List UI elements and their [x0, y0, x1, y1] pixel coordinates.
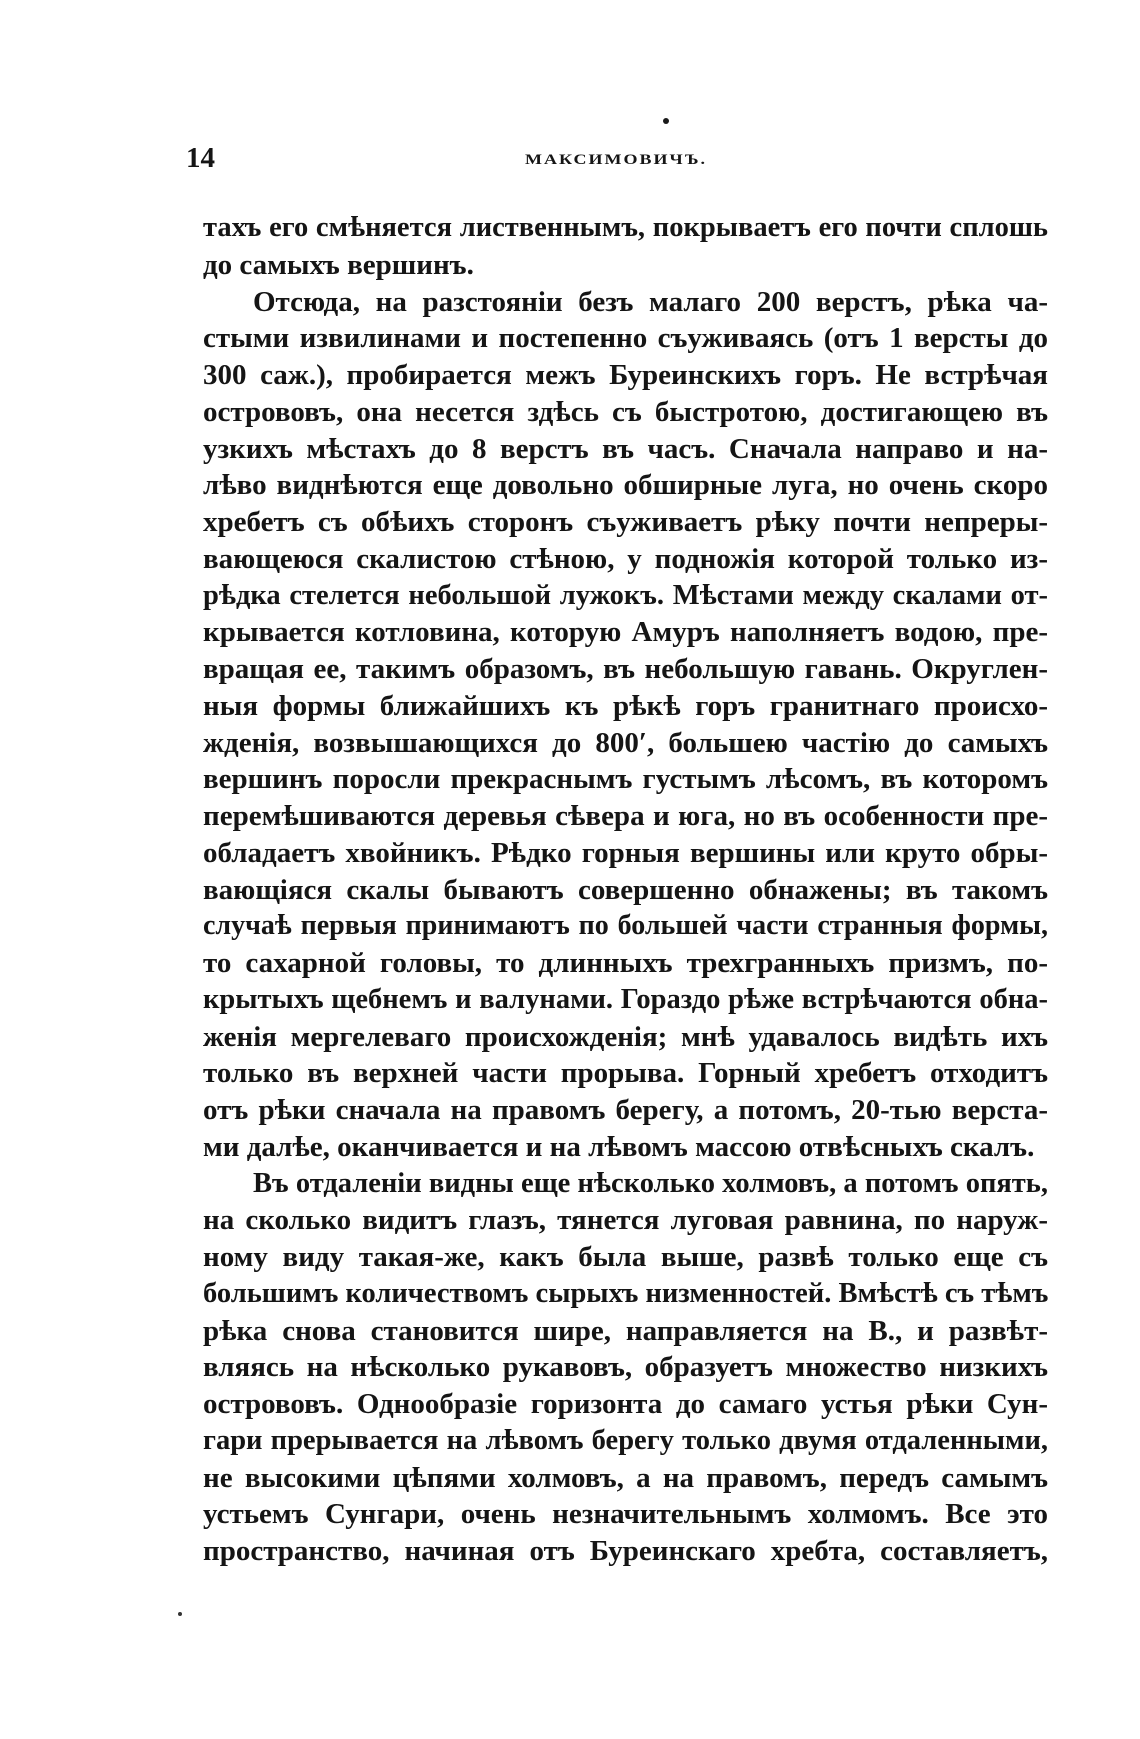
text-line: до самыхъ вершинъ. [203, 248, 474, 281]
text-line: узкихъ мѣстахъ до 8 верстъ въ часъ. Сначала направо и на- [203, 432, 1048, 465]
text-line: вающіяся скалы бываютъ совершенно обнажены; въ такомъ [203, 873, 1048, 906]
text-line: вляясь на нѣсколько рукавовъ, образуетъ множество низкихъ [203, 1351, 1048, 1384]
text-line: крывается котловина, которую Амуръ наполняетъ водою, пре- [203, 616, 1048, 649]
text-line: острововъ. Однообразіе горизонта до самаго устья рѣки Сун- [203, 1388, 1048, 1420]
text-line: крытыхъ щебнемъ и валунами. Гораздо рѣже встрѣчаются обна- [203, 983, 1048, 1015]
text-line: отъ рѣки сначала на правомъ берегу, а потомъ, 20-тью верста- [203, 1094, 1048, 1126]
text-line: тахъ его смѣняется лиственнымъ, покрываетъ его почти сплошь [203, 212, 1048, 243]
text-line: большимъ количествомъ сырыхъ низменностей. Вмѣстѣ съ тѣмъ [203, 1277, 1049, 1309]
text-line: ному виду такая-же, какъ была выше, развѣ только еще съ [203, 1241, 1048, 1273]
text-line: ныя формы ближайшихъ къ рѣкѣ горъ гранитнаго происхо- [203, 689, 1048, 722]
text-line: то сахарной головы, то длинныхъ трехгранныхъ призмъ, по- [203, 947, 1048, 979]
text-line: обладаетъ хвойникъ. Рѣдко горныя вершины или круто обры- [203, 836, 1048, 869]
text-line: Отсюда, на разстояніи безъ малаго 200 верстъ, рѣка ча- [253, 285, 1048, 318]
text-line: Въ отдаленіи видны еще нѣсколько холмовъ, а потомъ опять, [253, 1167, 1048, 1199]
text-line: лѣво виднѣются еще довольно обширные луга, но очень скоро [203, 469, 1048, 502]
page-header [186, 142, 1046, 182]
text-line: хребетъ съ обѣихъ сторонъ съуживаетъ рѣку почти непреры- [203, 506, 1048, 538]
text-line: не высокими цѣпями холмовъ, а на правомъ, передъ самымъ [203, 1461, 1048, 1494]
text-line: острововъ, она несется здѣсь съ быстротою, достигающею въ [203, 395, 1048, 428]
text-line: случаѣ первыя принимаютъ по большей части странныя формы, [203, 910, 1048, 942]
text-line: перемѣшиваются деревья сѣвера и юга, но въ особенности пре- [203, 800, 1048, 832]
text-line: рѣка снова становится шире, направляется на В., и развѣт- [203, 1314, 1048, 1347]
text-line: 300 саж.), пробирается межъ Буреинскихъ горъ. Не встрѣчая [203, 359, 1048, 391]
stray-ink-mark [178, 1612, 182, 1616]
body-text [203, 210, 1048, 1570]
text-line: гари прерывается на лѣвомъ берегу только двумя отдаленными, [203, 1424, 1048, 1456]
text-line: вращая ее, такимъ образомъ, въ небольшую гавань. Округлен- [203, 653, 1048, 685]
page-number: 14 [186, 142, 215, 174]
text-line: стыми извилинами и постепенно съуживаясь (отъ 1 версты до [203, 322, 1048, 355]
text-line: жденія, возвышающихся до 800′, большею частію до самыхъ [203, 726, 1048, 759]
text-line: рѣдка стелется небольшой лужокъ. Мѣстами между скалами от- [203, 579, 1048, 611]
text-line: на сколько видитъ глазъ, тянется луговая равнина, по наруж- [203, 1204, 1048, 1237]
text-line: вершинъ поросли прекраснымъ густымъ лѣсомъ, въ которомъ [203, 763, 1048, 796]
text-line: женія мергелеваго происхожденія; мнѣ удавалось видѣть ихъ [203, 1020, 1048, 1053]
text-line: только въ верхней части прорыва. Горный хребетъ отходитъ [203, 1057, 1048, 1090]
text-line: вающеюся скалистою стѣною, у подножія которой только из- [203, 542, 1048, 575]
ink-speck [663, 118, 669, 124]
text-line: пространство, начиная отъ Буреинскаго хребта, составляетъ, [203, 1535, 1048, 1567]
text-line: устьемъ Сунгари, очень незначительнымъ холмомъ. Все это [203, 1498, 1048, 1531]
text-line: ми далѣе, оканчивается и на лѣвомъ массою отвѣсныхъ скалъ. [203, 1130, 1035, 1163]
running-head: МАКСИМОВИЧЪ. [524, 151, 708, 168]
